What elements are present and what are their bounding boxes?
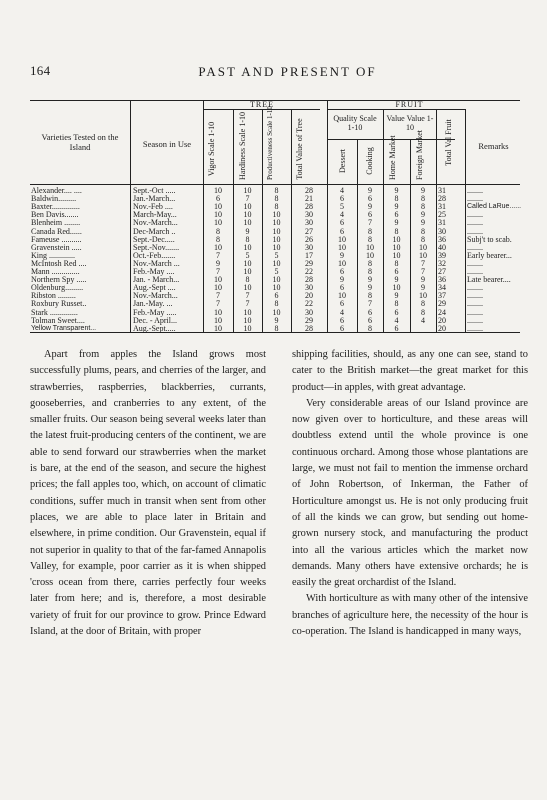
cell-vigor: 10	[214, 210, 222, 220]
cell-vigor: 10	[214, 283, 222, 293]
cell-foreign: 10	[419, 291, 427, 301]
cell-product: 10	[272, 275, 281, 285]
cell-product: 5	[274, 267, 279, 276]
cell-cooking: 6	[368, 307, 372, 317]
cell-total-tree: 21	[305, 194, 313, 204]
cell-variety: Canada Red......	[31, 226, 82, 236]
cell-total-tree: 22	[305, 299, 313, 309]
cell-cooking: 8	[368, 323, 372, 333]
cell-total-fruit: 20	[438, 323, 446, 333]
cell-total-tree: 30	[305, 242, 313, 252]
cell-product: 10	[272, 283, 281, 293]
cell-hardiness: 10	[243, 242, 252, 252]
cell-vigor: 10	[214, 307, 222, 317]
paragraph: Apart from apples the Island grows most successfully plums, pears, and cherries of the larger, and strawberries, raspberries, blackberries, currants, gooseberries, and cranberries to any extent, of the smaller fruits. Our season being several weeks later than the latest fruit-producing centers of the continent, we are able to send forward our strawberries when the market is bare, at the end of the season, and secure the highest prices; the fall apples too, which, on account of climatic conditions, suffer much in transit when sent from other places, we are able to place later in Britain and elsewhere, in prime condition. Our Gravenstein, equal if not superior in quality to that of the far-famed Annapolis Valley, for example, poor carrier as it is when shipped 'cross ocean from there, carries perfectly four weeks later from here; and is, therefore, a most desirable variety of fruit for our province to grow. Prince Edward Island, at the door of Britain, with proper	[30, 349, 266, 638]
cell-hardiness: 7	[245, 299, 250, 309]
cell-cooking: 8	[368, 291, 372, 301]
cell-dessert: 4	[340, 186, 344, 195]
cell-dessert: 10	[338, 291, 346, 301]
cell-home: 9	[394, 291, 399, 301]
cell-remarks: ........	[467, 323, 483, 333]
cell-season: Sept.-Dec.....	[133, 234, 175, 244]
cell-variety: Ribston .........	[31, 291, 76, 301]
cell-season: Jan. - March...	[133, 275, 180, 285]
cell-remarks: ........	[467, 210, 483, 220]
cell-dessert: 4	[340, 307, 344, 317]
cell-cooking: 9	[368, 283, 372, 293]
cell-variety: Ben Davis.......	[31, 210, 79, 220]
cell-remarks: ........	[467, 315, 483, 325]
cell-hardiness: 10	[243, 267, 252, 276]
cell-vigor: 10	[214, 275, 222, 285]
cell-remarks: ........	[467, 218, 483, 228]
total-tree-header: Total Value of Tree	[295, 118, 304, 180]
cell-dessert: 10	[338, 242, 346, 252]
cell-product: 8	[274, 202, 279, 212]
cell-dessert: 10	[338, 258, 346, 268]
cell-dessert: 6	[340, 194, 344, 204]
cell-variety: Alexander.... ....	[31, 186, 82, 195]
cell-home: 9	[394, 218, 399, 228]
total-fruit-header: Total Val Fruit	[444, 119, 453, 166]
cell-foreign: 7	[421, 258, 425, 268]
cell-remarks: ........	[467, 307, 483, 317]
cell-variety: Roxbury Russet..	[31, 299, 87, 309]
cell-cooking: 8	[368, 234, 372, 244]
cell-total-fruit: 27	[438, 267, 446, 276]
cell-total-tree: 28	[305, 202, 313, 212]
cell-dessert: 5	[340, 202, 344, 212]
cell-vigor: 7	[216, 299, 220, 309]
cell-season: Oct.-Feb.......	[133, 250, 176, 260]
cell-season: Nov.-March ...	[133, 258, 180, 268]
cell-cooking: 6	[368, 315, 372, 325]
cell-home: 8	[394, 299, 399, 309]
cell-vigor: 7	[216, 267, 220, 276]
cell-hardiness: 7	[245, 194, 250, 204]
cell-dessert: 6	[340, 315, 344, 325]
cell-total-tree: 28	[305, 275, 313, 285]
cell-season: Nov.-Feb ....	[133, 202, 173, 212]
cell-season: Feb.-May ....	[133, 267, 175, 276]
page-number: 164	[30, 63, 51, 78]
cell-vigor: 10	[214, 315, 222, 325]
cell-hardiness: 10	[243, 307, 252, 317]
cell-total-fruit: 37	[438, 291, 446, 301]
cell-total-fruit: 32	[438, 258, 446, 268]
cell-vigor: 7	[216, 291, 220, 301]
cell-remarks: ........	[467, 299, 483, 309]
cell-total-fruit: 24	[438, 307, 446, 317]
cell-total-tree: 27	[305, 226, 313, 236]
cell-cooking: 10	[366, 250, 374, 260]
cell-vigor: 10	[214, 323, 222, 333]
cell-variety: Fameuse ..........	[31, 234, 82, 244]
cell-total-fruit: 39	[438, 250, 446, 260]
running-head	[0, 64, 547, 80]
cell-foreign: 10	[419, 250, 427, 260]
cell-remarks: Early bearer...	[467, 250, 512, 260]
cell-cooking: 7	[368, 299, 372, 309]
cell-hardiness: 7	[245, 291, 250, 301]
cell-season: Sept.-Nov.......	[133, 242, 180, 252]
cell-foreign: 8	[421, 299, 425, 309]
cell-foreign: 8	[421, 202, 425, 212]
cell-total-tree: 30	[305, 283, 313, 293]
cooking-header: Cooking	[365, 147, 374, 175]
cell-home: 6	[394, 210, 399, 220]
cell-vigor: 8	[216, 226, 220, 236]
cell-foreign: 8	[421, 226, 425, 236]
cell-foreign: 8	[421, 234, 425, 244]
fruit-varieties-table	[30, 100, 520, 332]
cell-product: 10	[272, 258, 281, 268]
cell-dessert: 6	[340, 267, 344, 276]
cell-cooking: 9	[368, 275, 372, 285]
cell-variety: King .............	[31, 250, 75, 260]
cell-total-fruit: 31	[438, 186, 446, 195]
cell-season: Jan.-May. ...	[133, 299, 173, 309]
cell-hardiness: 10	[243, 258, 252, 268]
cell-home: 6	[394, 307, 399, 317]
cell-dessert: 9	[340, 250, 344, 260]
cell-season: Dec. - April...	[133, 315, 177, 325]
cell-product: 10	[272, 242, 281, 252]
cell-dessert: 9	[340, 275, 344, 285]
quality-subheader: Quality Scale 1-10	[333, 114, 377, 133]
cell-dessert: 6	[340, 299, 344, 309]
productiveness-header: Productiveness Scale 1-10	[266, 106, 274, 180]
cell-dessert: 6	[340, 218, 344, 228]
right-text-column	[292, 347, 528, 640]
cell-total-tree: 20	[305, 291, 313, 301]
cell-hardiness: 10	[243, 315, 252, 325]
paragraph: Very considerable areas of our Island province are now given over to horticulture, and these areas will doubtless extend until the whole province is one continuous orchard. Among those whose plantations are large, we must not fail to mention the immense orchard of John Robertson, of Inkerman, the Father of Horticulture amongst us. He is not only producing fruit of all the kinds we can grow, but sending out home-grown nursery stock, and manufacturing the product into all the various articles which the market now demands. Many others have extensive orchards; he is easily the great orchardist of the Island.	[292, 397, 528, 589]
cell-product: 5	[274, 250, 279, 260]
cell-product: 6	[274, 291, 279, 301]
remarks-header: Remarks	[478, 141, 509, 151]
cell-foreign: 7	[421, 267, 425, 276]
table-row	[30, 324, 520, 333]
cell-product: 8	[274, 299, 279, 309]
cell-season: Nov.-March...	[133, 218, 178, 228]
cell-season: Nov.-March...	[133, 291, 178, 301]
cell-hardiness: 10	[243, 323, 252, 333]
cell-product: 10	[272, 218, 281, 228]
cell-hardiness: 9	[245, 226, 250, 236]
cell-total-fruit: 40	[438, 242, 446, 252]
cell-cooking: 9	[368, 186, 372, 195]
cell-total-tree: 30	[305, 218, 313, 228]
cell-variety: Baldwin.........	[31, 194, 77, 204]
cell-foreign: 9	[421, 186, 425, 195]
cell-home: 6	[394, 323, 399, 333]
fruit-group-header: FRUIT	[395, 100, 424, 109]
cell-home: 10	[392, 242, 401, 252]
cell-vigor: 7	[216, 250, 220, 260]
cell-cooking: 7	[368, 218, 372, 228]
foreign-market-header: Foreign Market	[415, 130, 424, 180]
cell-cooking: 9	[368, 202, 372, 212]
cell-total-tree: 30	[305, 210, 313, 220]
cell-remarks: ........	[467, 194, 483, 204]
home-market-header: Home Market	[388, 135, 397, 180]
cell-hardiness: 10	[243, 186, 252, 195]
cell-remarks: Late bearer....	[467, 275, 511, 285]
cell-vigor: 8	[216, 234, 220, 244]
cell-foreign: 10	[419, 242, 427, 252]
cell-total-fruit: 29	[438, 299, 446, 309]
cell-foreign: 9	[421, 218, 425, 228]
cell-total-tree: 29	[305, 315, 313, 325]
cell-home: 8	[394, 194, 399, 204]
cell-home: 8	[394, 258, 399, 268]
cell-vigor: 9	[216, 258, 220, 268]
cell-product: 8	[274, 194, 279, 204]
cell-vigor: 10	[214, 242, 222, 252]
cell-home: 4	[394, 315, 399, 325]
cell-variety: Baxter..............	[31, 202, 80, 212]
cell-total-tree: 22	[305, 267, 313, 276]
cell-total-tree: 28	[305, 323, 313, 333]
cell-remarks: ........	[467, 291, 483, 301]
cell-total-fruit: 25	[438, 210, 446, 220]
cell-dessert: 10	[338, 234, 346, 244]
cell-variety: Gravenstein .....	[31, 242, 82, 252]
cell-remarks: ........	[467, 186, 483, 195]
cell-season: Dec-March ..	[133, 226, 176, 236]
cell-vigor: 10	[214, 202, 222, 212]
cell-total-tree: 17	[305, 250, 313, 260]
cell-variety: Northern Spy .....	[31, 275, 87, 285]
cell-product: 10	[272, 226, 281, 236]
cell-cooking: 6	[368, 194, 372, 204]
cell-product: 9	[274, 315, 279, 325]
cell-total-fruit: 31	[438, 202, 446, 212]
cell-season: Aug.-Sept ....	[133, 283, 176, 293]
cell-remarks: Subj't to scab.	[467, 234, 512, 244]
cell-variety: Blenheim ........	[31, 218, 81, 228]
cell-product: 8	[274, 186, 279, 195]
cell-total-tree: 28	[305, 186, 313, 195]
value-subheader: Value Value 1-10	[386, 114, 434, 133]
cell-remarks: Called LaRue......	[467, 203, 522, 211]
cell-foreign: 8	[421, 307, 425, 317]
cell-home: 10	[392, 250, 401, 260]
cell-vigor: 10	[214, 218, 222, 228]
cell-total-fruit: 36	[438, 234, 446, 244]
cell-dessert: 6	[340, 323, 344, 333]
cell-cooking: 8	[368, 226, 372, 236]
cell-variety: Mann ..............	[31, 267, 80, 276]
cell-total-fruit: 31	[438, 218, 446, 228]
cell-cooking: 10	[366, 242, 374, 252]
cell-hardiness: 10	[243, 202, 252, 212]
cell-vigor: 6	[216, 194, 220, 204]
dessert-header: Dessert	[338, 149, 347, 173]
paragraph: shipping facilities, should, as any one can see, stand to cater to the British market—the great market for this product—in apples, with great advantage.	[292, 349, 528, 393]
running-head-text: PAST AND PRESENT OF	[198, 64, 377, 79]
cell-season: Aug.-Sept.....	[133, 323, 176, 333]
cell-total-fruit: 34	[438, 283, 446, 293]
cell-total-tree: 29	[305, 258, 313, 268]
cell-season: March-May...	[133, 210, 177, 220]
hardiness-header: Hardiness Scale 1-10	[238, 112, 247, 180]
cell-variety: McIntosh Red ....	[31, 258, 87, 268]
header-bottom-rule	[30, 184, 520, 185]
cell-home: 9	[394, 275, 399, 285]
cell-remarks: ........	[467, 258, 483, 268]
cell-product: 10	[272, 234, 281, 244]
cell-home: 9	[394, 186, 399, 195]
cell-cooking: 8	[368, 258, 372, 268]
cell-foreign: 9	[421, 283, 425, 293]
cell-variety: Stark ..............	[31, 307, 78, 317]
cell-remarks: ........	[467, 242, 483, 252]
variety-header: Varieties Tested on the Island	[41, 132, 119, 152]
cell-home: 10	[392, 234, 401, 244]
season-header: Season in Use	[142, 139, 192, 149]
cell-home: 8	[394, 226, 399, 236]
cell-dessert: 4	[340, 210, 344, 220]
cell-variety: Yellow Transparent...	[31, 324, 97, 332]
cell-dessert: 6	[340, 226, 344, 236]
cell-hardiness: 5	[245, 250, 250, 260]
cell-home: 9	[394, 202, 399, 212]
cell-hardiness: 8	[245, 234, 250, 244]
cell-season: Feb.-May .....	[133, 307, 177, 317]
cell-foreign: 9	[421, 275, 425, 285]
paragraph: With horticulture as with many other of the intensive branches of agriculture here, the necessity of the hour is co-operation. The Island is handicapped in many ways,	[292, 593, 528, 638]
cell-cooking: 8	[368, 267, 372, 276]
cell-dessert: 6	[340, 283, 344, 293]
cell-hardiness: 10	[243, 283, 252, 293]
cell-variety: Oldenburg.........	[31, 283, 84, 293]
vigor-header: Vigor Scale 1-10	[207, 121, 216, 177]
cell-season: Sept.-Oct .....	[133, 186, 176, 195]
cell-home: 10	[392, 283, 401, 293]
cell-season: Jan.-March...	[133, 194, 176, 204]
tree-group-header: TREE	[250, 100, 274, 109]
cell-product: 10	[272, 210, 281, 220]
cell-vigor: 10	[214, 186, 222, 195]
cell-home: 6	[394, 267, 399, 276]
cell-foreign: 4	[421, 315, 425, 325]
cell-total-fruit: 36	[438, 275, 446, 285]
cell-total-fruit: 28	[438, 194, 446, 204]
cell-foreign: 8	[421, 194, 425, 204]
cell-foreign: 9	[421, 210, 425, 220]
cell-total-tree: 26	[305, 234, 313, 244]
cell-total-tree: 30	[305, 307, 313, 317]
cell-hardiness: 10	[243, 218, 252, 228]
cell-remarks: ........	[467, 283, 483, 293]
cell-remarks: ........	[467, 226, 483, 236]
cell-total-fruit: 20	[438, 315, 446, 325]
cell-hardiness: 8	[245, 275, 250, 285]
left-text-column	[30, 347, 266, 640]
cell-hardiness: 10	[243, 210, 252, 220]
cell-product: 10	[272, 307, 281, 317]
cell-total-fruit: 30	[438, 226, 446, 236]
cell-remarks: ........	[467, 267, 483, 276]
cell-variety: Tolman Sweet....	[31, 315, 85, 325]
cell-product: 8	[274, 323, 279, 333]
cell-cooking: 6	[368, 210, 372, 220]
